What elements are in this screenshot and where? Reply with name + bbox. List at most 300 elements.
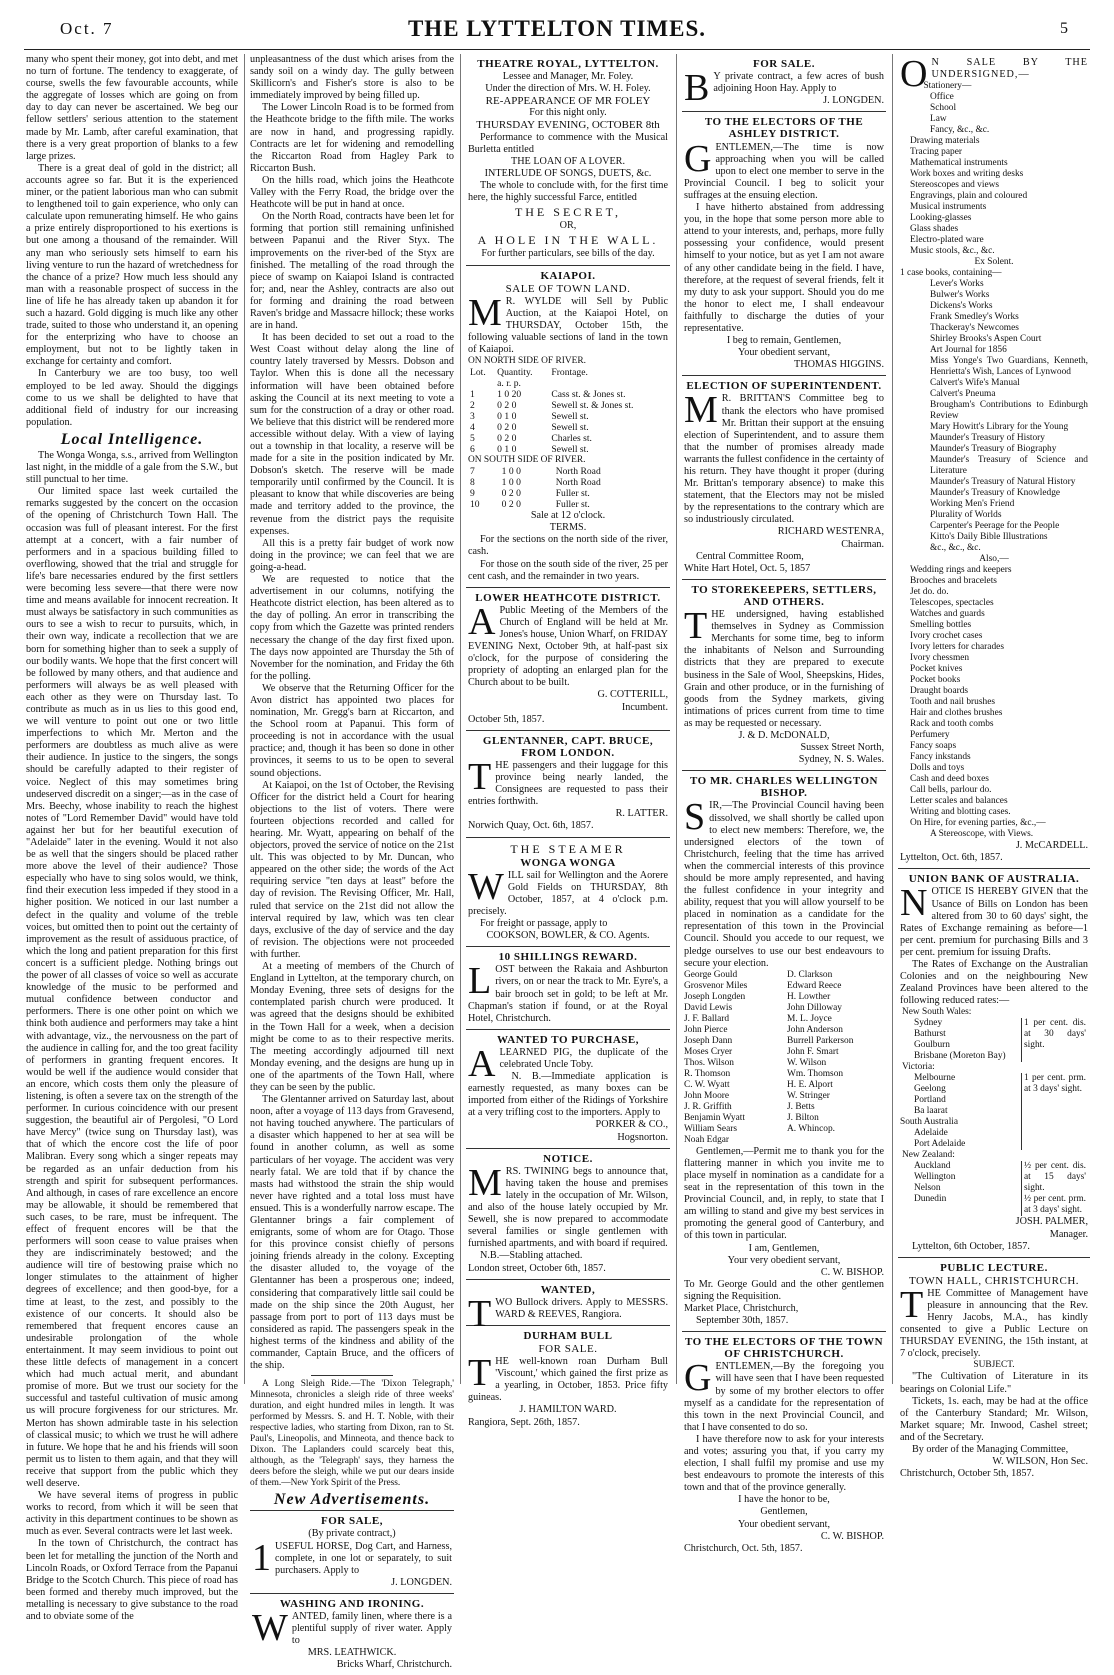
table-row	[468, 433, 668, 444]
ad-signature: JOSH. PALMER,	[1015, 1216, 1088, 1228]
ad-line: N.B.—Stabling attached.	[480, 1250, 583, 1262]
ad-body: USEFUL HORSE, Dog Cart, and Harness, complete, in one lot or separately, to suit purchasers. Apply to	[275, 1540, 452, 1576]
city: Brisbane (Moreton Bay)	[914, 1051, 1006, 1062]
table-cell: 2	[470, 400, 475, 412]
list-item: Pocket knives	[910, 664, 963, 675]
table-cell: Charles st.	[551, 433, 592, 445]
ad-signature: THOMAS HIGGINS.	[794, 359, 884, 371]
table-cell: 6	[470, 444, 475, 456]
city: Ba laarat	[914, 1106, 948, 1117]
ad-heading: GLENTANNER, CAPT. BRUCE, FROM LONDON.	[482, 734, 654, 759]
ad-line: For freight or passage, apply to	[480, 918, 608, 930]
article-paragraph: There is a great deal of gold in the district; all accounts agree so far. But it is the experienced miner, or the patient laborious man who can submit to lengthened toil to gain experience, who only can calculate upon remunerating himself. He who gains a prize entirely disproportioned to his exertions is but one among a thousand of the remainder. Will any man who seriously sets himself to earn his living venture to run the hazard of wretchedness for the chance of a prize? How much less should any man with a reasonable prospect of success in the line of life he has already taken up abandon it for such a hazard. Gold digging is much like any other trade, suited to those who understand it, an opening for the enterprizing who have to choose an employment, but not to be lightly taken in exchange for certainty and comfort.	[26, 162, 238, 368]
list-item: Pocket books	[910, 675, 961, 686]
ad-date: Christchurch, Oct. 5th, 1857.	[684, 1542, 803, 1554]
signatory: Edward Reece	[787, 980, 842, 991]
list-item: Work boxes and writing desks	[910, 169, 1024, 180]
table-cell: 1 0 0	[501, 466, 521, 478]
signatory: John Anderson	[787, 1024, 843, 1035]
signatory: D. Clarkson	[787, 969, 833, 980]
city: Portland	[914, 1095, 946, 1106]
list-item: Watches and guards	[910, 609, 985, 620]
rate: 1 per cent. prm. at 3 days' sight.	[1022, 1073, 1089, 1150]
list-item: Telescopes, spectacles	[910, 598, 994, 609]
ad-signature: Manager.	[1049, 1228, 1088, 1240]
column-divider	[460, 54, 461, 1384]
list-item: Ivory crochet cases	[910, 631, 983, 642]
ad-wanted-to-purchase	[466, 1029, 670, 1148]
ad-body: Public Meeting of the Members of the Church of England will be held at Mr. Jones's house, Union Wharf, on FRIDAY EVENING Next, October 9th, at half-past six o'clock, for the purpose of considering the propriety of adopting an enlarged plan for the Church about to be built.	[468, 604, 668, 689]
table-cell: 0 2 0	[497, 400, 517, 412]
list-item: A Stereoscope, with Views.	[930, 829, 1034, 840]
exchange-rates-table	[900, 1007, 1088, 1216]
list-item: Kitto's Daily Bible Illustrations	[930, 532, 1048, 543]
ad-heading: THEATRE ROYAL, LYTTELTON.	[477, 58, 659, 70]
ad-line: I am, Gentlemen,	[748, 1242, 820, 1254]
ad-line: By order of the Managing Committee,	[912, 1444, 1069, 1455]
city: Auckland	[914, 1161, 951, 1172]
signatory: J. Betts	[787, 1101, 815, 1112]
ad-line: For those on the south side of the river, 25 per cent cash, and the remainder in two years.	[468, 558, 668, 582]
region-label: Victoria:	[902, 1062, 935, 1073]
article-paragraph: unpleasantness of the dust which arises from the sandy soil on a windy day. The gully between Skillicorn's and Fisher's store is also to be immediately improved by being filled up.	[250, 54, 454, 102]
ad-signature: J. McCARDELL.	[1015, 840, 1088, 852]
ad-line: To Mr. George Gould and the other gentlemen signing the Requisition.	[684, 1278, 884, 1302]
column-5	[898, 53, 1090, 1480]
signatory: Grosvenor Miles	[684, 980, 748, 991]
list-item: Plurality of Worlds	[930, 510, 1002, 521]
ad-signature: PORKER & CO.,	[595, 1119, 668, 1131]
ad-heading: KAIAPOI.	[540, 269, 596, 282]
ad-line: Your obedient servant,	[737, 1518, 831, 1530]
ad-kaiapoi-land-sale	[466, 265, 670, 587]
signatory: M. L. Joyce	[787, 1013, 832, 1024]
ad-line: The whole to conclude with, for the first time here, the highly successful Farce, entitled	[468, 179, 668, 204]
ad-heading: FOR SALE.	[753, 58, 815, 70]
ad-line: SUBJECT.	[973, 1360, 1015, 1371]
ad-line: White Hart Hotel, Oct. 5, 1857	[684, 562, 811, 574]
ad-body: HE undersigned, having established themselves in Sydney as Commission Merchants for some time, beg to inform the inhabitants of Nelson and Surrounding districts that they are prepared to execute business in the Sale of Wool, Sheepskins, Hides, Grain and other produce, or in the furnishing of goods from the Sydney markets, giving intimations of prices current from time to time as may be requested or necessary.	[684, 609, 884, 729]
ad-line: N. B.—Immediate application is earnestly requested, as many boxes can be imported from either of the Ridings of Yorkshire at a very trifling cost to the importers. Apply to	[468, 1071, 668, 1119]
signatory: John F. Smart	[787, 1046, 839, 1057]
ad-ashley-electors	[682, 111, 886, 375]
list-item: Engravings, plain and coloured	[910, 191, 1028, 202]
ad-date: Rangiora, Sept. 26th, 1857.	[468, 1416, 580, 1428]
ad-heading: THE STEAMER	[510, 841, 626, 856]
list-subheading: Ex Solent.	[974, 257, 1014, 268]
city: Melbourne	[914, 1073, 956, 1084]
table-row	[468, 411, 668, 422]
table-cell: North Road	[555, 477, 601, 489]
land-lots-table-north	[468, 367, 668, 455]
ad-reward	[466, 946, 670, 1029]
ad-signature: Sussex Street North,	[800, 742, 884, 754]
article-paragraph: It has been decided to set out a road to the West Coast without delay along the line of country lately traversed by Messrs. Dobson and Taylor. When this is done all the necessary information will have been obtained before asking the Council at its next meeting to vote a sum for the construction of a dray or other road. We believe that this district will be rendered more accessible without delay. With a view of laying out a township in that locality, a reserve will be made for a site in the position indicated by Mr. Dobson's sketch. The reserve will be made temporarily until confirmed by the Council. It is pleasant to know that while discoveries are being made and territory added to the province, the revenue from the district pays the requisite expenses.	[250, 332, 454, 537]
table-cell: Sewell st. & Jones st.	[551, 400, 634, 412]
list-item: Tooth and nail brushes	[910, 697, 996, 708]
ad-subheading: TOWN HALL, CHRISTCHURCH.	[908, 1274, 1080, 1287]
ad-signature: J. & D. McDONALD,	[738, 729, 830, 741]
list-item: Rack and tooth combs	[910, 719, 994, 730]
city: Port Adelaide	[914, 1139, 966, 1150]
list-item: On Hire, for evening parties, &c.,—	[910, 818, 1046, 829]
ad-signature: G. COTTERILL,	[597, 689, 668, 701]
signatory: A. Whincop.	[787, 1123, 835, 1134]
city: Adelaide	[914, 1128, 948, 1139]
drop-cap: T	[468, 1352, 492, 1395]
signatory: Joseph Longden	[684, 991, 746, 1002]
table-cell: 3	[470, 411, 475, 423]
signatory-column	[787, 970, 884, 1146]
list-item: Cash and deed boxes	[910, 774, 989, 785]
drop-cap: M	[684, 389, 718, 432]
region-label: New South Wales:	[902, 1007, 972, 1018]
signatory: Wm. Thomson	[787, 1068, 844, 1079]
table-row	[900, 1161, 1088, 1216]
ad-wanted-bullock-drivers	[466, 1279, 670, 1335]
ad-requisition-bishop	[682, 770, 886, 1331]
ad-line: For further particulars, see bills of the day.	[481, 248, 655, 260]
ad-line: Your obedient servant,	[737, 347, 831, 359]
ad-date: Lyttelton, Oct. 6th, 1857.	[900, 852, 1003, 864]
ad-line: Your very obedient servant,	[727, 1254, 841, 1266]
city: Dunedin	[914, 1194, 947, 1205]
city: Bathurst	[914, 1029, 946, 1040]
ad-line: TERMS.	[549, 522, 587, 534]
ad-line: Gentlemen,	[760, 1506, 808, 1518]
ad-signature: J. LONGDEN.	[391, 1576, 452, 1588]
drop-cap: T	[900, 1283, 924, 1326]
ad-body: OST between the Rakaia and Ashburton rivers, on or near the track to Mr. Eyre's, a bair brooch set in gold; to be left at Mr. Chapman's station if found, or at the Royal Hotel, Christchurch.	[468, 964, 668, 1024]
article-paragraph: On the North Road, contracts have been let for forming that portion still remaining unfinished between Papanui and the River Styx. The improvements on the river-bed of the Styx are finished. The metalling of the road through the piece of swamp on Kaiapoi Island is contracted for; and, near the Ashley, contracts are also out for forming and draining the road between Raven's bridge and Massacre hillock; these works are in hand.	[250, 211, 454, 332]
table-cell: 5	[470, 433, 475, 445]
list-item: Music stools, &c., &c.	[910, 246, 995, 257]
signatory: H. Lowther	[787, 991, 831, 1002]
ad-heading: TO THE ELECTORS OF THE TOWN OF CHRISTCHURCH.	[684, 1336, 884, 1361]
city: Goulburn	[914, 1040, 950, 1051]
ad-line: I have the honor to be,	[738, 1494, 830, 1506]
drop-cap: M	[468, 291, 502, 334]
article-paragraph: At a meeting of members of the Church of England in Lyttelton, at the temporary church, on Monday Evening, three sets of designs for the contemplated parish church were produced. It was agreed that the designs should be exhibited in the Town Hall for a week, when a decision might be come to as to their respective merits. The meeting accordingly adjourned till next Monday evening, and the designs are hung up in one of the apartments of the Town Hall, where they can be seen by the public.	[250, 961, 454, 1093]
drop-cap: B	[684, 67, 710, 110]
ad-body: OTICE IS HEREBY GIVEN that the Usance of Bills on London has been altered from 30 to 60 days' sight, the Rates of Exchange remaining as before—1 per cent. premium for purchasing Bills and 3 per cent. premium for issuing Drafts.	[900, 886, 1088, 958]
list-item: Electro-plated ware	[910, 235, 984, 246]
ad-heading: WANTED TO PURCHASE,	[496, 1033, 640, 1046]
ad-body: HE passengers and their luggage for this province being nearly landed, the Consignees are requested to pass their entries forthwith.	[468, 759, 668, 808]
drop-cap: W	[468, 865, 504, 908]
city: Sydney	[914, 1018, 943, 1029]
ad-washing-ironing	[250, 1593, 454, 1675]
ad-signature: C. W. BISHOP.	[820, 1266, 884, 1278]
table-cell: Cass st. & Jones st.	[551, 389, 626, 401]
signatory: R. Thomson	[684, 1068, 731, 1079]
drop-cap: 1	[252, 1536, 271, 1579]
list-item: Brougham's Contributions to Edinburgh Review	[930, 400, 1088, 422]
drop-cap: W	[252, 1606, 288, 1649]
land-lots-table-south	[468, 466, 668, 510]
article-paragraph: At Kaiapoi, on the 1st of October, the Revising Officer for the district held a Court for hearing objections to the list of voters. There were fourteen objections recorded and called for hearing. Mr. Wyatt, appearing on behalf of the objectors, proved the service of notice on the 21st ult. This was objected to by Mr. Duncan, who appeared on the other side; the words of the Act requiring service "ten days at least" before the day of revision. The Revising Officer, Mr. Hall, ruled that service on the 21st did not allow the interval required by law, which was ten clear days, exclusive of the day of service and the day of revision. The objections were not proceeded with further.	[250, 779, 454, 960]
ad-heading: WASHING AND IRONING.	[279, 1597, 425, 1610]
table-cell: 1	[470, 389, 475, 401]
list-item: Calvert's Wife's Manual	[930, 378, 1020, 389]
list-item: Bulwer's Works	[930, 290, 990, 301]
table-header: Frontage.	[551, 367, 588, 379]
list-item: Call bells, parlour do.	[910, 785, 992, 796]
ad-line: THURSDAY EVENING, OCTOBER 8th	[476, 119, 660, 132]
drop-cap: A	[468, 1042, 496, 1085]
ad-body: Y private contract, a few acres of bush adjoining Hoon Hay. Apply to	[713, 71, 884, 95]
article-paragraph: We are requested to notice that the advertisement in our columns, notifying the Heathcote district election, has been altered as to the day of polling. An error in transcribing the copy from which the Gazette was printed renders necessary the change of the day first fixed upon. The days now appointed are Thursday the 5th of November for the nomination, and Friday the 6th for the polling.	[250, 574, 454, 682]
list-item: Shirley Brooks's Aspen Court	[930, 334, 1042, 345]
list-item: Mary Howitt's Library for the Young	[930, 422, 1069, 433]
table-cell: Sewell st.	[551, 422, 589, 434]
table-row	[468, 400, 668, 411]
article-paragraph: In the town of Christchurch, the contract has been let for metalling the junction of the North and Lincoln Roads, or Oxford Terrace from the Papanui Bridge to the Scotch Church. This piece of road has been formed and thereby much improved, but the metalling is necessary to give substance to the road and to obviate some of the	[26, 1538, 238, 1622]
ad-body: LEARNED PIG, the duplicate of the celebrated Uncle Toby.	[499, 1046, 668, 1070]
ad-bush-for-sale	[682, 54, 886, 111]
table-cell: 7	[470, 466, 475, 478]
drop-cap: N	[900, 882, 928, 925]
ad-line: Sale at 12 o'clock.	[530, 510, 606, 522]
signatory: J. Bilton	[787, 1112, 819, 1123]
ad-lower-heathcote	[466, 587, 670, 730]
table-cell: 1 0 0	[501, 477, 521, 489]
ad-signature: J. LONGDEN.	[823, 95, 884, 107]
table-header: Lot.	[470, 367, 486, 379]
rate: 1 per cent. dis. at 30 days' sight.	[1022, 1018, 1089, 1062]
ad-date: Lyttelton, 6th October, 1857.	[912, 1240, 1030, 1252]
drop-cap: G	[684, 1357, 712, 1400]
list-item: Tracing paper	[910, 147, 962, 158]
ad-line: A HOLE IN THE WALL.	[477, 233, 659, 248]
city: Wellington	[914, 1172, 956, 1183]
table-row	[468, 466, 668, 477]
drop-cap: T	[684, 605, 708, 648]
section-heading-local-intelligence: Local Intelligence.	[60, 430, 204, 448]
article-paragraph: many who spent their money, got into debt, and met no turn of fortune. The tendency to exaggerate, of course, swells the few favourable accounts, while the aggregate of losses which are going on from day to day can never be ascertained. We beg our fellow settlers' serious attention to the statement made by Mr. Lamb, after careful examination, that there is a very great proportion of blanks to a few large prizes.	[26, 54, 238, 162]
rate: ½ per cent. dis. at 15 days' sight.	[1024, 1161, 1086, 1194]
list-item: Smelling bottles	[910, 620, 972, 631]
list-item: Looking-glasses	[910, 213, 972, 224]
ad-date: Christchurch, October 5th, 1857.	[900, 1468, 1035, 1480]
table-cell: 9	[470, 488, 475, 500]
ad-signature: J. HAMILTON WARD.	[519, 1404, 617, 1416]
ad-body: IR,—The Provincial Council having been dissolved, we shall shortly be called upon to elect new members: Therefore, we, the undersigned electors of the town of Christchurch, feeling that the time has arrived when the commercial interests of this province should be more amply represented, and having the fullest confidence in your integrity and ability, request that you will allow yourself to be placed in nomination as a candidate for the representation of this town in the Provincial Council. Should you accede to our request, we pledge ourselves to use our best endeavours to secure your election.	[684, 800, 884, 969]
list-item: Maunder's Treasury of Biography	[930, 444, 1057, 455]
signatory: George Gould	[684, 969, 738, 980]
ad-union-bank	[898, 868, 1090, 1256]
city: Geelong	[914, 1084, 946, 1095]
column-divider	[676, 54, 677, 1384]
table-cell: 10	[470, 499, 480, 511]
drop-cap: O	[900, 53, 928, 95]
column-divider	[892, 54, 893, 1384]
ad-signature: MRS. LEATHWICK.	[307, 1647, 397, 1659]
table-row	[468, 488, 668, 499]
table-cell: 0 2 0	[497, 422, 517, 434]
list-item: Frank Smedley's Works	[930, 312, 1019, 323]
ad-heading: TO THE ELECTORS OF THE ASHLEY DISTRICT.	[704, 116, 864, 141]
list-item: Office	[930, 92, 954, 103]
list-item: Letter scales and balances	[910, 796, 1008, 807]
table-units: a. r. p.	[497, 378, 521, 390]
signatory: David Lewis	[684, 1002, 733, 1013]
ad-on-sale-mccardell	[898, 54, 1090, 868]
table-cell: Fuller st.	[555, 499, 590, 511]
column-4	[682, 54, 886, 1554]
issue-date: Oct. 7	[60, 19, 114, 38]
list-item: Lever's Works	[930, 279, 984, 290]
list-item: Glass shades	[910, 224, 959, 235]
ad-christchurch-electors	[682, 1331, 886, 1559]
table-cell: North Road	[555, 466, 601, 478]
signatory: Burrell Parkerson	[787, 1035, 854, 1046]
masthead	[24, 16, 1090, 46]
ad-body: ANTED, family linen, where there is a plentiful supply of river water. Apply to	[291, 1610, 452, 1647]
list-item: Calvert's Pneuma	[930, 389, 996, 400]
ad-body: R. BRITTAN'S Committee beg to thank the electors who have promised Mr. Brittan their support at the ensuing election of Superintendent, and to assure them that the number of promises already made warrants the fullest confidence in the certainty of his return. They have thought it proper (during Mr. Brittan's temporary absence) to make this statement, that the Electors may not be misled by the representations to the contrary which are so industriously circulated.	[684, 393, 884, 526]
drop-cap: M	[468, 1161, 502, 1204]
ad-heading: DURHAM BULL	[523, 1329, 613, 1342]
region-label: South Australia	[900, 1117, 959, 1128]
signatory: John Dilloway	[787, 1002, 842, 1013]
table-cell: Sewell st.	[551, 411, 589, 423]
list-item: Mathematical instruments	[910, 158, 1008, 169]
ad-body: WO Bullock drivers. Apply to MESSRS. WARD & REEVES, Rangiora.	[495, 1296, 668, 1320]
ad-heading: TO MR. CHARLES WELLINGTON BISHOP.	[690, 775, 878, 800]
ad-body: ENTLEMEN,—By the foregoing you will have seen that I have been requested by some of my brother electors to offer myself as a candidate for the representation of this town in the next Provincial Council, and that I have consented to do so.	[684, 1361, 884, 1433]
column-1	[26, 54, 238, 1622]
ad-body: HE well-known roan Durham Bull 'Viscount,' which gained the first prize as a yearling, in October, 1853. Price fifty guineas.	[468, 1356, 668, 1404]
signatory: Benjamin Wyatt	[684, 1112, 745, 1123]
table-cell: 0 2 0	[501, 488, 521, 500]
table-row	[468, 422, 668, 433]
list-item: Fancy, &c., &c.	[930, 125, 990, 136]
signatory: John Moore	[684, 1090, 730, 1101]
article-paragraph: The Glentanner arrived on Saturday last, about noon, after a voyage of 113 days from Gravesend, not having touched anywhere. The particulars of a disaster which happened to her at sea will be found in another column, as well as some particulars of her voyage. The accident was very nearly fatal. We are told that if by chance the masts had withstood the strain the ship would never have righted and a total loss must have ensued. This is a wonderfully narrow escape. The Glentanner brings a fair complement of emigrants, some of whom are for Otago. Those for this province consist chiefly of persons joining friends already in the colony. Excepting the disaster alluded to, the voyage of the Glentanner has been a prosperous one; indeed, considering that comparatively little sail could be made on the ship since the 20th August, her passage from port to port of 113 days must be considered as rapid. The passengers speak in the highest terms of the kindness and ability of the commander, Captain Bruce, and the officers of the ship.	[250, 1094, 454, 1372]
ad-storekeepers	[682, 579, 886, 770]
table-caption: ON NORTH SIDE OF RIVER.	[468, 356, 586, 367]
ad-signature: W. WILSON, Hon Sec.	[992, 1456, 1088, 1468]
signatory: H. E. Alport	[787, 1079, 833, 1090]
table-row	[900, 1073, 1088, 1150]
ad-heading: NOTICE.	[543, 1152, 593, 1165]
article-paragraph: In Canterbury we are too busy, too well employed to be led away. Should the diggings come to us we shall be delighted to have that additional field of industry for our increasing population.	[26, 368, 238, 428]
list-item: Wedding rings and keepers	[910, 565, 1012, 576]
list-item: Art Journal for 1856	[930, 345, 1007, 356]
list-subheading: Also,—	[979, 554, 1009, 565]
ad-heading: FOR SALE,	[321, 1515, 383, 1528]
table-cell: Fuller st.	[555, 488, 590, 500]
list-item: Law	[930, 114, 947, 125]
ad-body: I have therefore now to ask for your interests and votes; assuring you that, if you carry my election, I shall fulfil my promise and use my best endeavours to promote the interests of this town and that of the province generally.	[684, 1433, 884, 1494]
ad-heading: LOWER HEATHCOTE DISTRICT.	[475, 591, 661, 604]
region-label: New Zealand:	[902, 1150, 955, 1161]
signatory: W. Stringer	[787, 1090, 830, 1101]
signatory: Moses Cryer	[684, 1046, 733, 1057]
list-item: Dickens's Works	[930, 301, 993, 312]
ad-signature: C. W. BISHOP.	[820, 1530, 884, 1542]
header-rule	[24, 49, 1090, 50]
list-item: Hair and clothes brushes	[910, 708, 1003, 719]
list-item: Perfumery	[910, 730, 950, 741]
ad-subheading: FOR SALE.	[538, 1342, 598, 1355]
column-2	[250, 54, 454, 1671]
ad-date: September 30th, 1857.	[696, 1315, 789, 1327]
article-paragraph: All this is a pretty fair budget of work now doing in the province; we can feel that we are going-a-head.	[250, 537, 454, 573]
ad-glentanner	[466, 730, 670, 837]
ad-signature: Incumbent.	[621, 701, 668, 713]
signatory-column	[684, 970, 781, 1146]
list-item: Maunder's Treasury of History	[930, 433, 1045, 444]
ad-body: I have hitherto abstained from addressing you, in the hope that some person more able to attend to your interests, and, perhaps, more fully possessing your confidence, would present himself to your notice, but as yet I am not aware of any other candidate being in the field. I have, therefore, at the request of several friends, felt it my duty to ask your support. Should you do me the honor to elect me, I shall endeavour faithfully to discharge the duties of your representative.	[684, 202, 884, 334]
article-paragraph: The Wonga Wonga, s.s., arrived from Wellington last night, in the middle of a gale from the S.W., but still punctual to her time.	[26, 450, 238, 486]
section-heading-new-advertisements: New Advertisements.	[273, 1491, 431, 1509]
signatory-list	[684, 970, 884, 1146]
table-row	[468, 389, 668, 400]
ad-line: Lessee and Manager, Mr. Foley.	[502, 71, 634, 83]
ad-heading: WANTED,	[540, 1283, 596, 1296]
list-item: Draught boards	[910, 686, 969, 697]
ad-body: The Rates of Exchange on the Australian Colonies and on the neighbouring New Zealand Provinces have been altered to the following reduced rates:—	[900, 959, 1088, 1007]
ad-date: October 5th, 1857.	[468, 713, 545, 725]
table-header: Quantity.	[497, 367, 533, 379]
article-paragraph: Our limited space last week curtailed the remarks suggested by the concert on the occasion of the opening of Christchurch Town Hall. The occasion was full of pleasant interest. For the first attempt at a concert, with a fair number of performers and in a spacious building filled to overflowing, showed that the trial and struggle for life's bare necessaries endured by the first settlers were becoming less severe—that there were now time and means available for innocent recreation. It must always be satisfactory in such communities as ours to see a wish to recur to pursuits, which, in their own way, indicate a recollection that we are born for something higher than to seek a supply of our bodily wants. We hope that the first concert will be followed by many others, and that audience and performers will always be as well pleased with each other as they were on Thursday last. To contribute as much as in us lies to this good end, we will venture to point out one or two little imperfections to which Mr. Merton and the performers are doubtless as much alive as were their audience. In justice to the singers, the songs should be carefully adapted to their register of voice. Neglect of this may sometimes bring undeserved discredit on a singer;—as in the case of Mrs. Beechy, whose inability to reach the highest notes of "Lord Remember David" would have told against her but for her beautiful execution of "Adelaide" later in the evening. Would it not also be as well that the singers should be placed rather more above the level of their audience? Those especially who have to sing solos would, we think, find their execution less impeded if they stood in a higher position. We noticed in our last number a defect in the quality and volume of the treble voices, but omitted then to point out the certainty of improvement as the result of assiduous practice, of which the long and patient preparation for this first concert is a sufficient pledge. Nothing brings out the power of all classes of voice so well as accurate knowledge of the music to be performed and mutual confidence between conductor and performers. There is one other point on which we think both audience and performers may take a hint with advantage, viz., the nervousness on the part of the audience in calling for, and the too great facility of performers in granting frequent encores. It would be well if the audience would consider that an encore, which costs them only the pleasure of listening, is often a severe tax on the strength of the performer. In curious coincidence with our present suggestion, the beautiful air of Pergolesi, "O Lord have Mercy" (twice sung on Thursday last), was that of which the encore cost the life of poor Malibran. Every song which a singer repeats may be regarded as an unfair deduction from his strength and spirit for subsequent performances. And although, in cases of rare excellence an encore may be allowable, it should be remembered that such cases, to be rare, must be infrequent. The effect of frequent encores will be that the performers will soon cease to value praises when they are indiscriminately bestowed; and the audience will tire of bestowing praise which no longer stimulates to the attainment of higher degrees of excellence; and then good-bye, for a time at least, to the zest, and possibly to the existence of our concerts. It should also be remembered that frequent encores cause an undesirable prolongation of the whole entertainment. It may seem invidious to point out these little defects of management in a concert which had much actual merit, and abundant promise of more. But we trust our society for the successful and tasteful cultivation of music among us will procure forgiveness for our strictures. Mr. Merton has shown admirable taste in his selection of classical music; to which we trust he will adhere in future. We hope that he and his friends will soon permit us to listen to them again, and that they will receive that support from the public which they well deserve.	[26, 486, 238, 1489]
article-paragraph: We observe that the Returning Officer for the Avon district has appointed two places for nomination, Mr. Gregg's barn at Riccarton, and the School room at Papanui. This form of proceeding is not in accordance with the usual practice; and, though it has been so done in other provinces, it seems to us to be open to several sound objections.	[250, 682, 454, 779]
ad-signature: R. LATTER.	[615, 808, 668, 820]
list-item: Stationery—	[923, 81, 972, 92]
list-item: &c., &c., &c.	[930, 543, 981, 554]
table-cell: 0 2 0	[497, 433, 517, 445]
list-item: Ivory chessmen	[910, 653, 970, 664]
column-3	[466, 54, 670, 1428]
ad-body: RS. TWINING begs to announce that, having taken the house and premises lately in the occupation of Mr. Wilson, and also of the house lately occupied by Mr. Sewell, she is now prepared to accommodate several families or single gentlemen with furnished apartments, and with board if required.	[468, 1165, 668, 1250]
signatory: Noah Edgar	[684, 1134, 730, 1145]
list-item: Maunder's Treasury of Natural History	[930, 477, 1076, 488]
ad-line: I beg to remain, Gentlemen,	[726, 335, 842, 347]
ad-line: Central Committee Room,	[696, 550, 804, 562]
newspaper-title: THE LYTTELTON TIMES.	[407, 16, 707, 41]
ad-body: Tickets, 1s. each, may be had at the office of the Canterbury Standard; Mr. Wilson, Market square; Mr. Inwood, Cashel street; and of the Secretary.	[900, 1395, 1088, 1443]
ad-signature: RICHARD WESTENRA,	[777, 526, 884, 538]
table-row	[900, 1018, 1088, 1062]
list-item: Musical instruments	[910, 202, 987, 213]
ad-theatre-royal	[466, 54, 670, 265]
drop-cap: A	[468, 600, 496, 643]
list-item: Dolls and toys	[910, 763, 965, 774]
ad-signature: COOKSON, BOWLER, & CO. Agents.	[486, 930, 650, 942]
table-cell: 0 1 0	[497, 444, 517, 456]
ad-body: R. WYLDE will Sell by Public Auction, at the Kaiapoi Hotel, on THURSDAY, October 15th, the following valuable sections of land in the town of Kaiapoi.	[468, 295, 668, 356]
ad-subheading: SALE OF TOWN LAND.	[505, 282, 631, 295]
rate: ½ per cent. prm. at 3 days' sight.	[1024, 1194, 1086, 1216]
signatory: J. F. Ballard	[684, 1013, 730, 1024]
list-item: Jet do. do.	[910, 587, 949, 598]
ad-notice-twining	[466, 1148, 670, 1279]
drop-cap: T	[468, 755, 492, 798]
list-item: Miss Yonge's Two Guardians, Kenneth, Henrietta's Wish, Lances of Lynwood	[930, 356, 1088, 378]
ad-body: ILL sail for Wellington and the Aorere Gold Fields on THURSDAY, 8th October, 1857, at 4 o'clock p.m. precisely.	[468, 869, 668, 917]
list-item: Fancy soaps	[910, 741, 957, 752]
ad-signature: Chairman.	[841, 538, 884, 550]
goods-list	[900, 81, 1088, 840]
ad-line: Under the direction of Mrs. W. H. Foley.	[485, 83, 651, 95]
list-item: Working Men's Friend	[930, 499, 1015, 510]
table-cell: 4	[470, 422, 475, 434]
ad-subheading: (By private contract,)	[308, 1528, 396, 1540]
ad-line: OR,	[559, 220, 577, 232]
ad-heading: TO STOREKEEPERS, SETTLERS, AND OTHERS.	[691, 583, 877, 608]
